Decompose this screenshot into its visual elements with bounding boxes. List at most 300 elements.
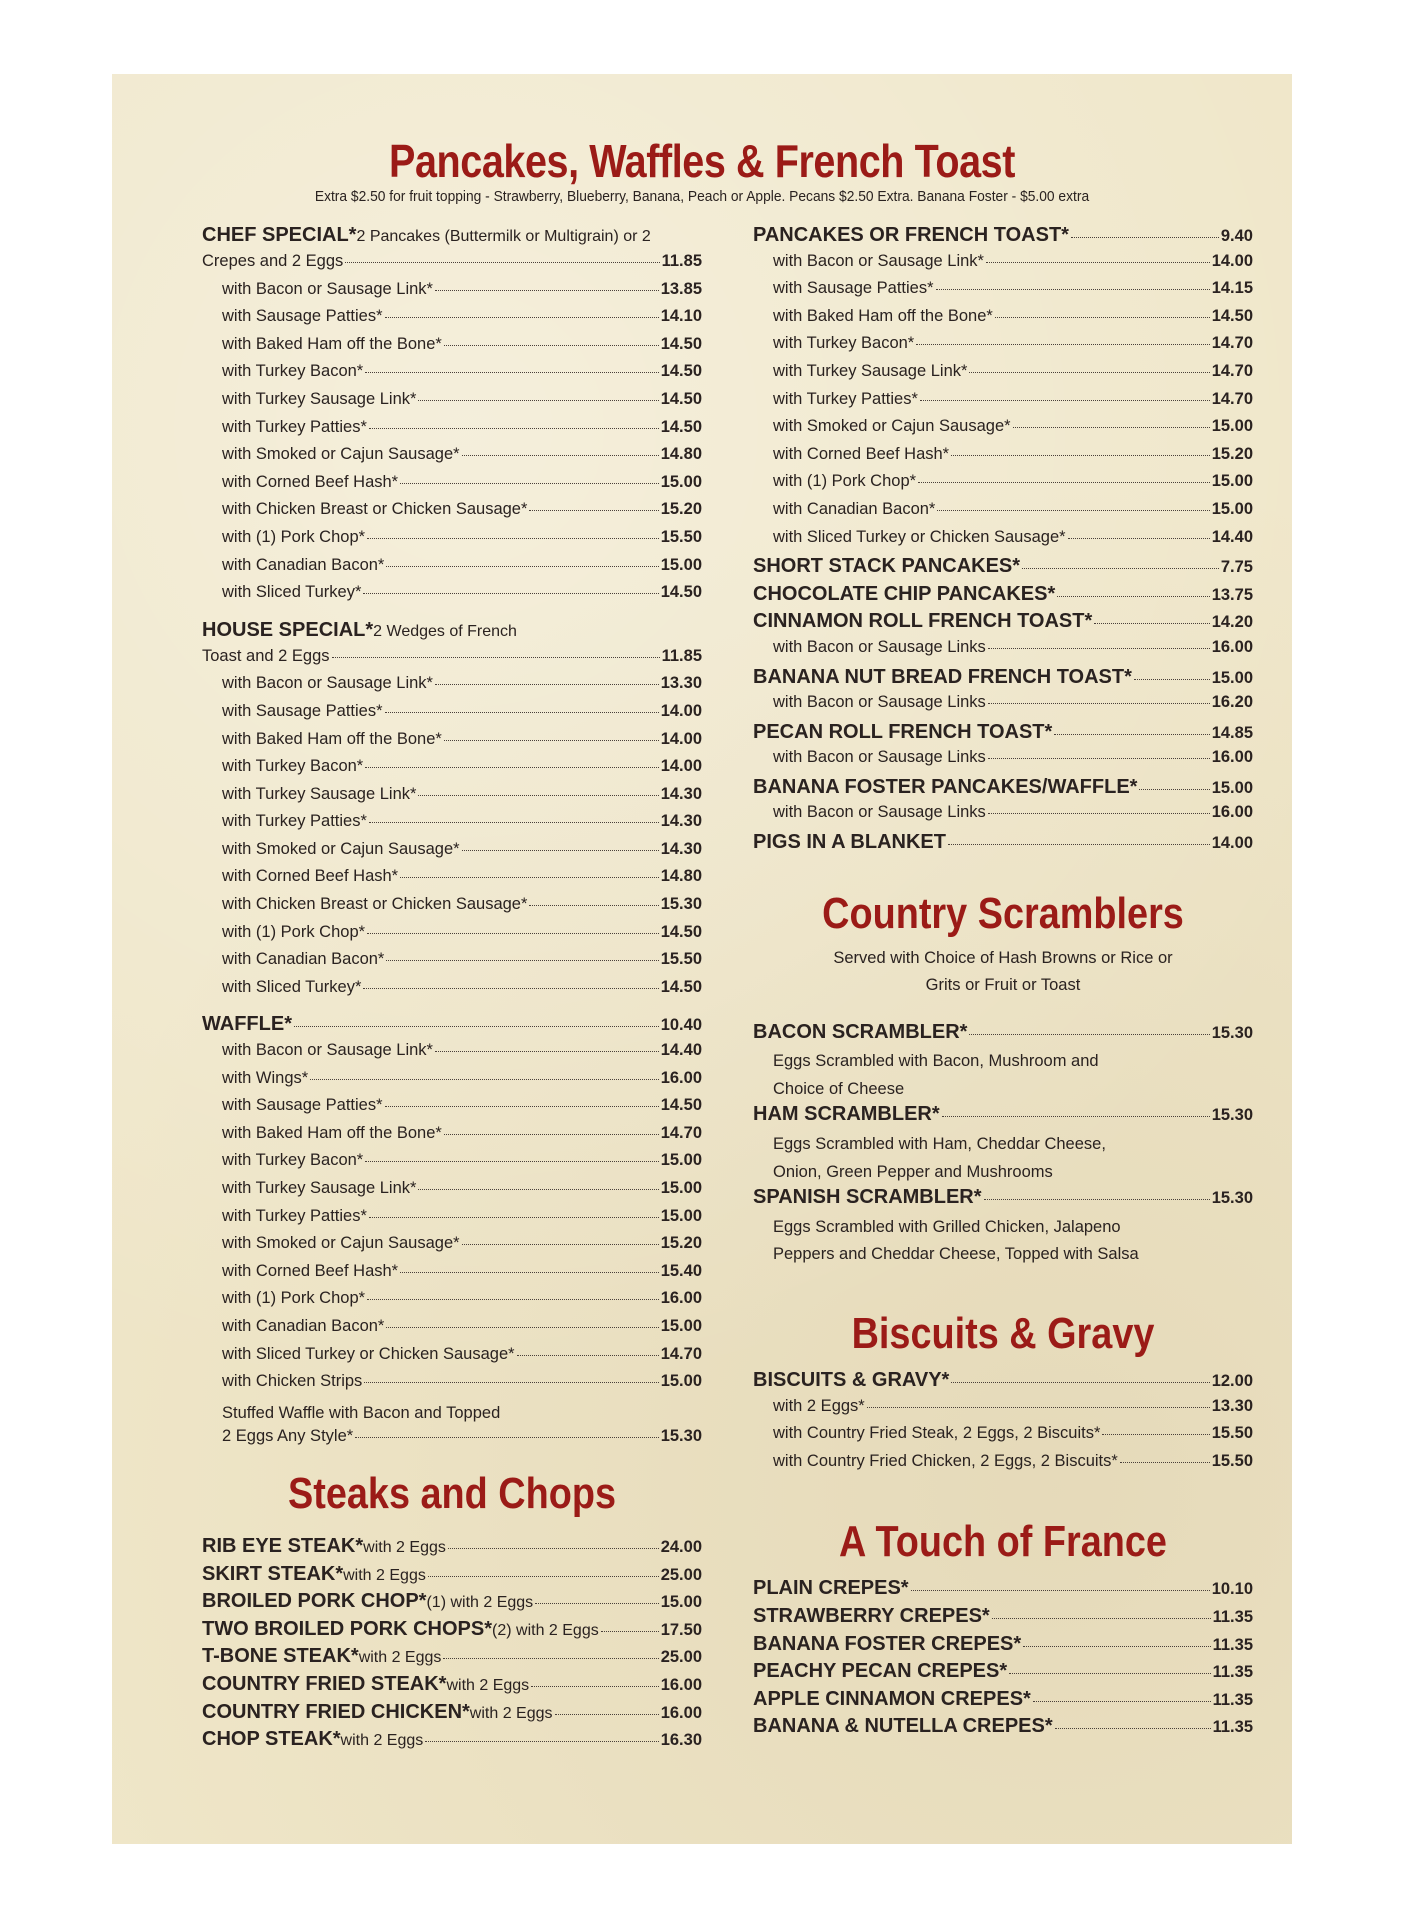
leader-dots [367,538,659,539]
menu-item [753,1186,1253,1214]
menu-item [753,1424,1253,1452]
menu-item [753,583,1253,611]
menu-item [202,1234,702,1262]
item-price: 14.30 [660,812,702,831]
leader-dots [937,510,1209,511]
item-name: BANANA FOSTER CREPES* [753,1632,1022,1655]
item-price: 13.30 [1211,1396,1253,1415]
item-label: with Sausage Patties* [222,1096,383,1115]
leader-dots [385,712,659,713]
item-price: 15.50 [1211,1451,1253,1470]
item-description: (2) with 2 Eggs [492,1621,599,1639]
menu-item [202,1563,702,1591]
menu-item [753,693,1253,721]
item-name: BROILED PORK CHOP* [202,1590,427,1613]
leader-dots [986,262,1210,263]
biscuits-options [753,1397,1253,1480]
item-price: 11.35 [1212,1663,1253,1682]
item-price: 15.00 [1211,472,1253,491]
leader-dots [555,1714,659,1715]
leader-dots [400,877,659,878]
item-description: with 2 Eggs [358,1649,442,1667]
item-price: 11.35 [1212,1718,1253,1737]
menu-item [202,785,702,813]
item-name: PECAN ROLL FRENCH TOAST* [753,720,1053,743]
leader-dots [531,1686,659,1687]
item-price: 17.50 [660,1620,702,1639]
leader-dots [443,1658,658,1659]
menu-item [753,1397,1253,1425]
menu-item [202,418,702,446]
menu-item [753,776,1253,804]
leader-dots [369,428,659,429]
menu-item [753,445,1253,473]
item-price: 15.00 [660,472,702,491]
item-label: with Corned Beef Hash* [222,867,399,886]
item-price: 14.50 [660,362,702,381]
leader-dots [911,1590,1210,1591]
item-price: 13.85 [660,279,702,298]
menu-item [202,280,702,308]
item-name: TWO BROILED PORK CHOPS* [202,1617,493,1640]
stuffed-waffle-description: Stuffed Waffle with Bacon and Topped [222,1403,501,1422]
menu-item [202,1345,702,1373]
leader-dots [365,767,658,768]
menu-item [202,867,702,895]
leader-dots [601,1631,659,1632]
crepes-list [753,1577,1253,1743]
section-title-biscuits: Biscuits & Gravy [851,1309,1155,1358]
item-name: BANANA NUT BREAD FRENCH TOAST* [753,665,1132,688]
menu-item [202,1701,702,1729]
leader-dots [1071,237,1219,238]
item-label: with (1) Pork Chop* [222,527,366,546]
menu-item [202,1317,702,1345]
menu-item [753,334,1253,362]
item-price: 15.00 [660,555,702,574]
leader-dots [988,758,1210,759]
item-price: 9.40 [1220,227,1253,245]
item-name: SKIRT STEAK* [202,1562,344,1585]
menu-item [202,500,702,528]
leader-dots [385,1106,659,1107]
item-price: 13.30 [660,674,702,693]
item-price: 14.50 [660,977,702,996]
item-name: CINNAMON ROLL FRENCH TOAST* [753,610,1093,633]
leader-dots [435,290,659,291]
item-price: 14.00 [660,757,702,776]
leader-dots [920,400,1210,401]
leader-dots [948,844,1210,845]
item-description: Choice of Cheese [773,1079,905,1098]
menu-item [753,1605,1253,1633]
item-price: 14.10 [660,307,702,326]
steaks-list [202,1535,702,1756]
leader-dots [951,455,1210,456]
item-label: with Turkey Sausage Link* [222,784,417,803]
menu-item [202,1124,702,1152]
leader-dots [988,813,1210,814]
item-price: 15.50 [660,527,702,546]
item-label: with Sliced Turkey* [222,977,362,996]
item-label: with Chicken Breast or Chicken Sausage* [222,895,528,914]
item-label: with Turkey Sausage Link* [222,1179,417,1197]
leader-dots [517,1355,659,1356]
leader-dots [969,372,1209,373]
item-name: BACON SCRAMBLER* [753,1020,968,1043]
item-label: with Bacon or Sausage Link* [773,251,984,270]
item-label: with Canadian Bacon* [222,950,385,969]
item-name: BANANA & NUTELLA CREPES* [753,1715,1053,1738]
leader-dots [1054,734,1209,735]
section-title-steaks: Steaks and Chops [287,1468,617,1518]
item-price: 15.00 [1211,499,1253,518]
leader-dots [1013,427,1210,428]
leader-dots [936,289,1210,290]
item-price: 14.30 [660,784,702,803]
item-price: 11.35 [1212,1607,1253,1626]
item-name: PLAIN CREPES* [753,1577,909,1600]
item-description: with 2 Eggs [446,1676,530,1694]
menu-item [202,1179,702,1207]
item-price: 11.85 [661,646,702,665]
item-label: with Chicken Strips [222,1372,363,1391]
item-price: 15.20 [660,1234,702,1253]
specialties-list [753,555,1253,859]
menu-item [202,445,702,473]
item-label: with 2 Eggs* [773,1396,865,1415]
item-price: 15.00 [660,1179,702,1197]
item-label: with Bacon or Sausage Links [773,748,986,767]
page-title: Pancakes, Waffles & French Toast [389,135,1015,187]
menu-item [753,417,1253,445]
menu-item [202,950,702,978]
menu-item [202,335,702,363]
leader-dots [428,1576,659,1577]
leader-dots [867,1407,1210,1408]
leader-dots [462,850,659,851]
leader-dots [365,1161,658,1162]
item-description: 2 Wedges of French [373,622,517,640]
leader-dots [1139,789,1209,790]
leader-dots [363,593,658,594]
leader-dots [448,1548,659,1549]
item-price: 7.75 [1220,558,1253,577]
item-price: 16.20 [1211,693,1253,712]
item-name: SPANISH SCRAMBLER* [753,1186,982,1209]
leader-dots [386,566,658,567]
item-description: 2 Pancakes (Buttermilk or Multigrain) or 2 [356,228,651,245]
item-price: 14.00 [660,701,702,720]
item-price: 15.40 [660,1261,702,1280]
leader-dots [444,345,659,346]
item-price: 15.50 [660,950,702,969]
leader-dots [400,1272,659,1273]
leader-dots [1009,1673,1210,1674]
item-label: with Sausage Patties* [222,307,383,326]
leader-dots [984,1199,1210,1200]
item-price: 14.00 [660,729,702,748]
chef-special-section [202,224,702,611]
leader-dots [995,317,1210,318]
menu-item [202,307,702,335]
menu-item [202,1096,702,1124]
item-price: 10.40 [660,1016,702,1035]
menu-item [753,1369,1253,1397]
item-price: 13.75 [1211,585,1253,604]
menu-item [753,666,1253,694]
item-price: 11.35 [1212,1635,1253,1654]
leader-dots [385,317,659,318]
menu-item [753,528,1253,556]
leader-dots [355,1437,659,1438]
leader-dots [444,740,659,741]
item-price: 14.00 [1211,834,1253,853]
item-label: with Sausage Patties* [222,701,383,720]
item-name: PIGS IN A BLANKET [753,831,946,854]
leader-dots [942,1116,1210,1117]
item-label: with Turkey Sausage Link* [222,389,417,408]
item-label: with (1) Pork Chop* [222,922,366,941]
menu-item [753,721,1253,749]
item-price: 15.30 [660,895,702,914]
leader-dots [535,1603,659,1604]
leader-dots [951,1382,1209,1383]
item-name: SHORT STACK PANCAKES* [753,555,1021,578]
item-price: 15.30 [1211,1106,1253,1125]
leader-dots [1102,1434,1209,1435]
page-subtitle: Extra $2.50 for fruit topping - Strawberry, Blueberry, Banana, Peach or Apple. Pecans $2.50 Extra. Banana Foster - $5.00 extra [314,188,1090,205]
item-label: with Turkey Patties* [222,812,367,831]
leader-dots [1134,679,1210,680]
menu-item [202,895,702,923]
leader-dots [367,1299,659,1300]
item-price: 15.00 [660,1593,702,1612]
item-label: with Corned Beef Hash* [222,472,399,491]
leader-dots [988,648,1210,649]
item-name: COUNTRY FRIED CHICKEN* [202,1700,470,1723]
menu-item [202,1535,702,1563]
menu-item [753,1577,1253,1605]
item-price: 14.85 [1211,723,1253,742]
item-name: HOUSE SPECIAL* [202,618,374,641]
chef-special-options [202,280,702,611]
item-price: 10.10 [1211,1580,1253,1599]
menu-item [202,1013,702,1041]
item-name: PANCAKES OR FRENCH TOAST* [753,224,1069,246]
item-price: 25.00 [660,1565,702,1584]
menu-item [753,224,1253,252]
leader-dots [1055,1728,1211,1729]
item-description: (1) with 2 Eggs [426,1594,534,1612]
leader-dots [918,482,1210,483]
item-label: with Sliced Turkey* [222,583,362,602]
item-price: 14.50 [660,1096,702,1115]
menu-item [202,1618,702,1646]
leader-dots [1068,538,1210,539]
item-label: with Turkey Bacon* [222,757,364,776]
item-label: with Country Fried Steak, 2 Eggs, 2 Biscuits* [773,1424,1101,1443]
item-label: with Baked Ham off the Bone* [222,1123,442,1142]
menu-item [202,923,702,951]
leader-dots [400,483,659,484]
leader-dots [418,400,658,401]
item-label: with Bacon or Sausage Links [773,803,986,822]
section-title-france: A Touch of France [839,1517,1167,1567]
item-price: 15.00 [660,1151,702,1170]
item-description: Onion, Green Pepper and Mushrooms [773,1162,1053,1181]
item-price: 15.00 [1211,668,1253,687]
menu-item [202,1262,702,1290]
leader-dots [294,1026,659,1027]
leader-dots [386,960,658,961]
item-price: 14.50 [660,922,702,941]
right-column [753,224,1253,1743]
item-description: with 2 Eggs [340,1732,424,1750]
item-price: 15.30 [1211,1189,1253,1208]
leader-dots [444,1134,659,1135]
item-name: WAFFLE* [202,1013,292,1036]
item-name: PEACHY PECAN CREPES* [753,1660,1008,1683]
leader-dots [462,455,659,456]
menu-item [753,1452,1253,1480]
leader-dots [418,1189,658,1190]
menu-item [753,500,1253,528]
item-price: 14.40 [660,1041,702,1060]
leader-dots [529,905,658,906]
menu-item [753,555,1253,583]
leader-dots [969,1034,1209,1035]
item-label: with Turkey Patties* [773,389,918,408]
leader-dots [1057,596,1209,597]
item-label: with Turkey Bacon* [773,334,915,353]
menu-item [202,1372,702,1400]
item-price: 15.00 [660,1316,702,1335]
menu-item [753,307,1253,335]
item-label: with Smoked or Cajun Sausage* [222,839,460,858]
item-price: 14.80 [660,867,702,886]
item-label: with Turkey Patties* [222,1206,367,1225]
menu-item [202,1041,702,1069]
leader-dots [425,1741,658,1742]
leader-dots [435,1051,659,1052]
item-label: with Bacon or Sausage Links [773,693,986,712]
leader-dots [435,684,659,685]
leader-dots [992,1618,1211,1619]
menu-item [202,674,702,702]
menu-item [202,840,702,868]
item-name: APPLE CINNAMON CREPES* [753,1687,1031,1710]
item-label: with Turkey Patties* [222,417,367,436]
house-special-section [202,619,702,1006]
item-price: 16.00 [1211,803,1253,822]
item-price: 14.50 [660,583,702,602]
item-price: 15.00 [660,1206,702,1225]
menu-item [753,610,1253,638]
leader-dots [462,1244,659,1245]
item-price: 15.00 [1211,778,1253,797]
item-label: with Bacon or Sausage Link* [222,674,433,693]
item-label: with (1) Pork Chop* [222,1289,366,1308]
item-price: 14.70 [1211,389,1253,408]
item-label: with Sliced Turkey or Chicken Sausage* [222,1344,515,1363]
menu-item [753,1021,1253,1049]
item-price: 15.30 [660,1427,702,1446]
leader-dots [1033,1701,1211,1702]
item-price: 14.50 [1211,306,1253,325]
leader-dots [418,795,658,796]
scramblers-note: Grits or Fruit or Toast [925,975,1081,994]
item-price: 15.00 [660,1372,702,1391]
item-label: with Smoked or Cajun Sausage* [222,1234,460,1253]
item-price: 14.30 [660,839,702,858]
item-price: 16.00 [1211,748,1253,767]
leader-dots [369,1217,659,1218]
item-name: T-BONE STEAK* [202,1645,359,1668]
item-price: 14.50 [660,389,702,408]
leader-dots [310,1079,659,1080]
item-name: CHEF SPECIAL* [202,224,357,246]
item-label: with Corned Beef Hash* [222,1261,399,1280]
item-price: 11.85 [661,252,702,270]
menu-item [753,1688,1253,1716]
menu-item [202,252,702,280]
section-title-scramblers: Country Scramblers [822,888,1184,938]
menu-item [202,390,702,418]
menu-item [202,583,702,611]
menu-item [202,1427,702,1455]
item-label: with Smoked or Cajun Sausage* [222,445,460,464]
item-label: with Baked Ham off the Bone* [773,306,993,325]
menu-item [753,252,1253,280]
item-label: with Canadian Bacon* [222,555,385,574]
menu-item [202,812,702,840]
item-description: Peppers and Cheddar Cheese, Topped with Salsa [773,1245,1139,1264]
item-price: 14.00 [1211,251,1253,270]
menu-item [753,831,1253,859]
pancake-options [753,252,1253,556]
item-price: 14.15 [1211,279,1253,298]
item-label: with Turkey Sausage Link* [773,361,968,380]
menu-item [202,556,702,584]
item-price: 14.50 [660,334,702,353]
item-price: 14.70 [1211,361,1253,380]
item-label: with Sausage Patties* [773,279,934,298]
menu-item [202,1207,702,1235]
item-label: with Corned Beef Hash* [773,444,950,463]
item-label: 2 Eggs Any Style* [222,1427,354,1446]
menu-item [202,1728,702,1756]
menu-item [202,1289,702,1317]
item-label: with Baked Ham off the Bone* [222,334,442,353]
item-price: 14.20 [1211,613,1253,632]
item-price: 16.30 [660,1731,702,1750]
item-name: RIB EYE STEAK* [202,1534,364,1557]
item-label: with (1) Pork Chop* [773,472,917,491]
item-name: BANANA FOSTER PANCAKES/WAFFLE* [753,775,1138,798]
item-description: with 2 Eggs [343,1566,426,1584]
item-description: Eggs Scrambled with Grilled Chicken, Jalapeno [773,1217,1121,1236]
leader-dots [1023,1646,1210,1647]
item-label: with Turkey Bacon* [222,1151,364,1170]
leader-dots [1094,623,1209,624]
leader-dots [916,344,1209,345]
leader-dots [988,703,1210,704]
leader-dots [364,1382,658,1383]
leader-dots [386,1327,658,1328]
menu-item [202,362,702,390]
house-special-options [202,674,702,1005]
